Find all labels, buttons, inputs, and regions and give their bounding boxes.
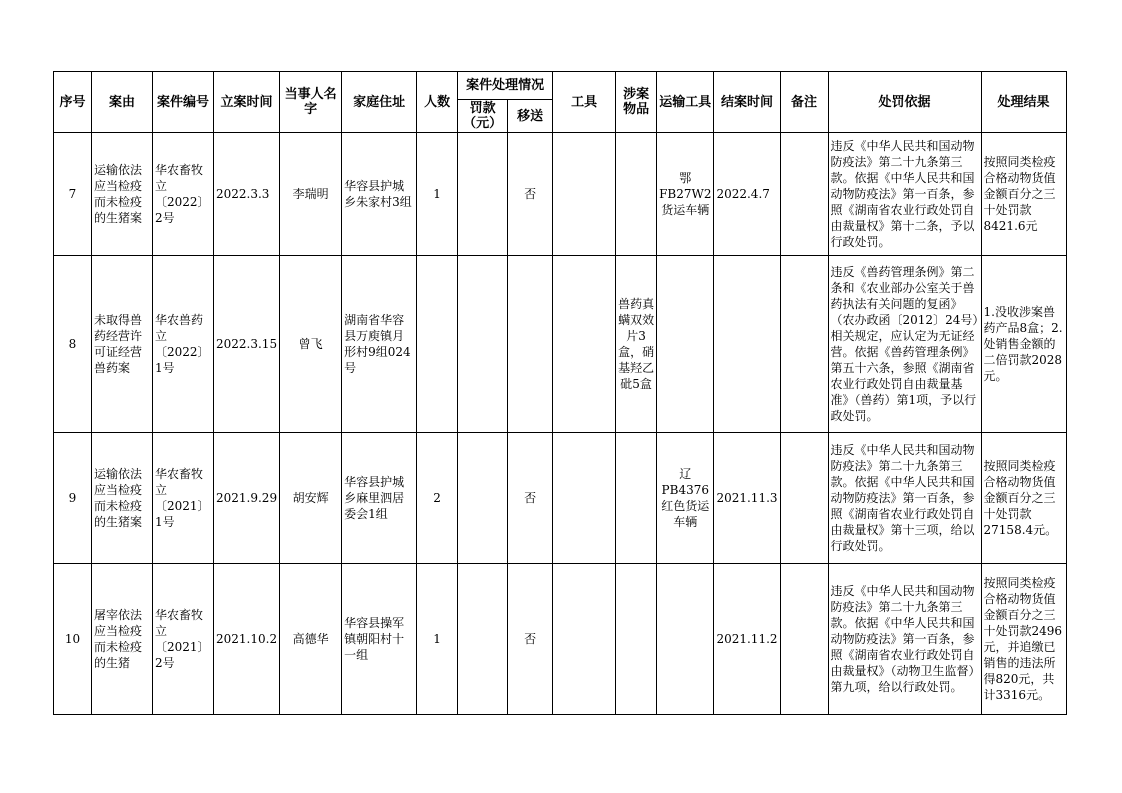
cell-result: 按照同类检疫合格动物货值金额百分之三十处罚款27158.4元。 [981,433,1066,564]
header-handling: 案件处理情况 [458,72,553,100]
table-row [54,256,1067,433]
cell-transfer: 否 [508,133,553,256]
cell-address: 湖南省华容县万庾镇月形村9组024号 [342,256,417,433]
cell-remark [780,433,828,564]
cell-vehicle: 鄂FB27W2货运车辆 [657,133,714,256]
cell-items: 兽药真螨双效片3盒，硝基羟乙砒5盒 [616,256,657,433]
cell-result: 按照同类检疫合格动物货值金额百分之三十处罚款2496元，并追缴已销售的违法所得820元，共计3316元。 [981,564,1066,715]
cell-items [616,433,657,564]
header-seq: 序号 [54,72,92,133]
cell-party: 胡安辉 [280,433,342,564]
table-row [54,133,1067,256]
cell-address: 华容县护城乡麻里泗居委会1组 [342,433,417,564]
cell-transfer: 否 [508,433,553,564]
cell-closed: 2022.4.7 [714,133,780,256]
cell-items [616,564,657,715]
cell-case-no: 华农畜牧立〔2022〕2号 [153,133,214,256]
cell-transfer [508,256,553,433]
table-row [54,433,1067,564]
cell-filed: 2021.9.29 [214,433,280,564]
cell-party: 曾飞 [280,256,342,433]
table-row [54,564,1067,715]
case-table [53,71,1067,715]
header-tools: 工具 [553,72,616,133]
cell-party: 高德华 [280,564,342,715]
cell-seq: 9 [54,433,92,564]
header-vehicle: 运输工具 [657,72,714,133]
header-result: 处理结果 [981,72,1066,133]
cell-seq: 8 [54,256,92,433]
cell-tools [553,256,616,433]
cell-case-no: 华农畜牧立〔2021〕1号 [153,433,214,564]
cell-count [417,256,458,433]
cell-closed: 2021.11.3 [714,433,780,564]
header-party: 当事人名字 [280,72,342,133]
cell-filed: 2022.3.15 [214,256,280,433]
cell-transfer: 否 [508,564,553,715]
cell-case-no: 华农兽药立〔2022〕1号 [153,256,214,433]
cell-filed: 2021.10.2 [214,564,280,715]
cell-remark [780,133,828,256]
cell-tools [553,433,616,564]
cell-case-no: 华农畜牧立〔2021〕2号 [153,564,214,715]
cell-closed: 2021.11.2 [714,564,780,715]
cell-basis: 违反《兽药管理条例》第二条和《农业部办公室关于兽药执法有关问题的复函》（农办政函〔2012〕24号）相关规定，应认定为无证经营。依据《兽药管理条例》第五十六条，参照《湖南省农业行政处罚自由裁量基准》（兽药）第1项，予以行政处罚。 [828,256,981,433]
cell-items [616,133,657,256]
header-case-no: 案件编号 [153,72,214,133]
cell-seq: 10 [54,564,92,715]
cell-fine [458,256,508,433]
cell-seq: 7 [54,133,92,256]
cell-remark [780,256,828,433]
header-closed: 结案时间 [714,72,780,133]
cell-address: 华容县操军镇朝阳村十一组 [342,564,417,715]
cell-tools [553,564,616,715]
cell-address: 华容县护城乡朱家村3组 [342,133,417,256]
header-remark: 备注 [780,72,828,133]
cell-count: 1 [417,564,458,715]
cell-filed: 2022.3.3 [214,133,280,256]
cell-result: 1.没收涉案兽药产品8盒；2.处销售金额的二倍罚款2028元。 [981,256,1066,433]
cell-fine [458,133,508,256]
cell-vehicle [657,256,714,433]
cell-count: 2 [417,433,458,564]
cell-vehicle [657,564,714,715]
cell-result: 按照同类检疫合格动物货值金额百分之三十处罚款8421.6元 [981,133,1066,256]
cell-cause: 运输依法应当检疫而未检疫的生猪案 [92,133,153,256]
cell-cause: 运输依法应当检疫而未检疫的生猪案 [92,433,153,564]
header-address: 家庭住址 [342,72,417,133]
header-fine: 罚款（元） [458,100,508,133]
cell-fine [458,564,508,715]
cell-remark [780,564,828,715]
header-items: 涉案物品 [616,72,657,133]
cell-count: 1 [417,133,458,256]
cell-vehicle: 辽PB4376红色货运车辆 [657,433,714,564]
cell-basis: 违反《中华人民共和国动物防疫法》第二十九条第三款。依据《中华人民共和国动物防疫法》第一百条，参照《湖南省农业行政处罚自由裁量权》第十三项，给以行政处罚。 [828,433,981,564]
cell-basis: 违反《中华人民共和国动物防疫法》第二十九条第三款。依据《中华人民共和国动物防疫法》第一百条，参照《湖南省农业行政处罚自由裁量权》第十二条，予以行政处罚。 [828,133,981,256]
header-transfer: 移送 [508,100,553,133]
header-basis: 处罚依据 [828,72,981,133]
header-cause: 案由 [92,72,153,133]
cell-basis: 违反《中华人民共和国动物防疫法》第二十九条第三款。依据《中华人民共和国动物防疫法》第一百条，参照《湖南省农业行政处罚自由裁量权》（动物卫生监督）第九项，给以行政处罚。 [828,564,981,715]
header-filed: 立案时间 [214,72,280,133]
cell-party: 李瑞明 [280,133,342,256]
cell-tools [553,133,616,256]
cell-closed [714,256,780,433]
cell-cause: 未取得兽药经营许可证经营兽药案 [92,256,153,433]
cell-fine [458,433,508,564]
cell-cause: 屠宰依法应当检疫而未检疫的生猪 [92,564,153,715]
header-count: 人数 [417,72,458,133]
